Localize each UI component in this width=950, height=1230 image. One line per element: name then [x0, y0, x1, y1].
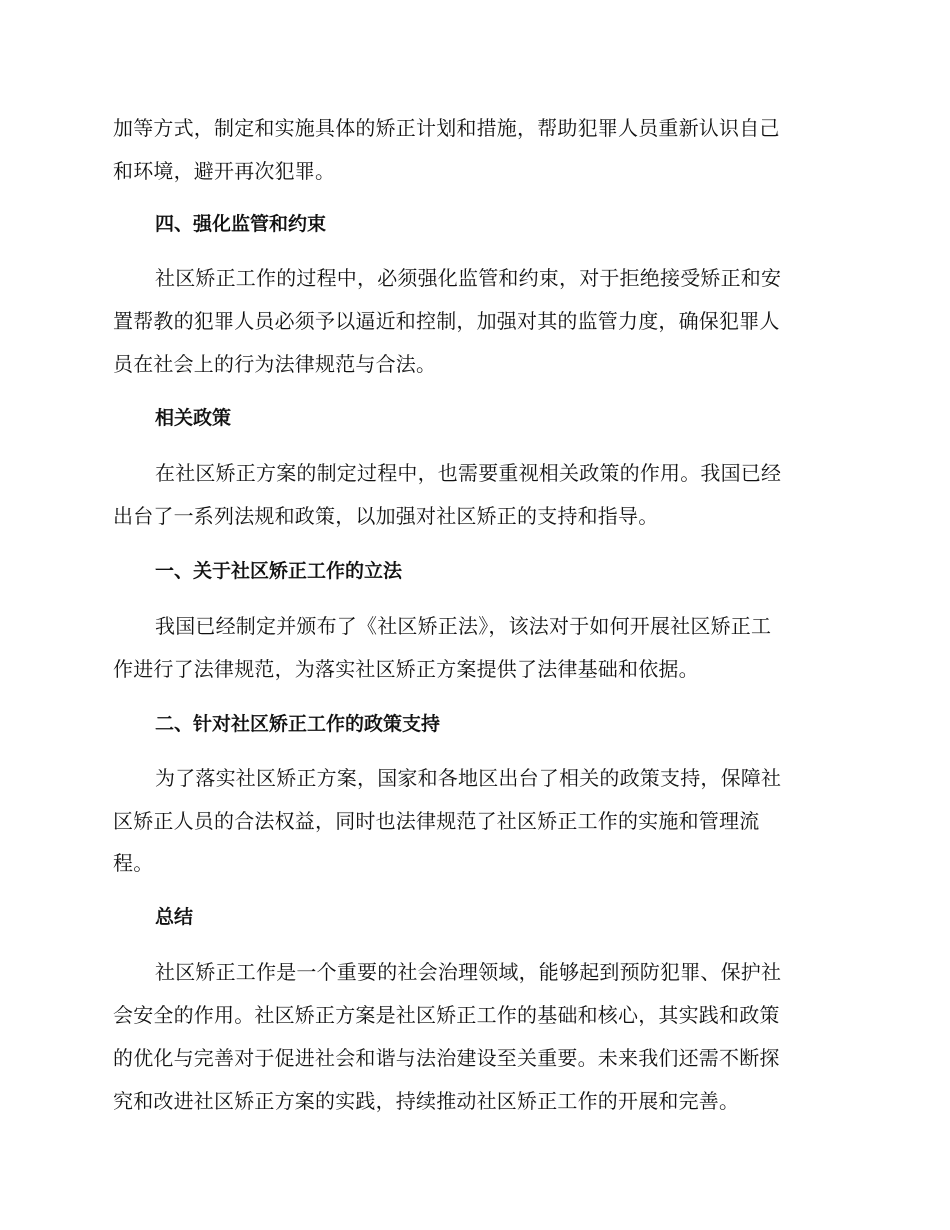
paragraph-line: 置帮教的犯罪人员必须予以逼近和控制，加强对其的监管力度，确保犯罪人 — [113, 309, 780, 333]
section-heading: 总结 — [155, 906, 194, 928]
section-heading: 四、强化监管和约束 — [155, 213, 327, 235]
paragraph-line: 的优化与完善对于促进社会和谐与法治建设至关重要。未来我们还需不断探 — [113, 1046, 780, 1070]
paragraph-line: 究和改进社区矫正方案的实践，持续推动社区矫正工作的开展和完善。 — [113, 1089, 740, 1113]
section-heading: 二、针对社区矫正工作的政策支持 — [155, 713, 441, 735]
paragraph-line: 加等方式，制定和实施具体的矫正计划和措施，帮助犯罪人员重新认识自己 — [113, 116, 780, 140]
section-heading: 一、关于社区矫正工作的立法 — [155, 560, 403, 582]
paragraph-line: 为了落实社区矫正方案，国家和各地区出台了相关的政策支持，保障社 — [155, 766, 782, 790]
paragraph-line: 我国已经制定并颁布了《社区矫正法》，该法对于如何开展社区矫正工 — [155, 614, 772, 638]
paragraph-line: 社区矫正工作的过程中，必须强化监管和约束，对于拒绝接受矫正和安 — [155, 266, 782, 290]
paragraph-line: 社区矫正工作是一个重要的社会治理领域，能够起到预防犯罪、保护社 — [155, 960, 782, 984]
paragraph-line: 程。 — [113, 851, 154, 875]
paragraph-line: 员在社会上的行为法律规范与合法。 — [113, 352, 437, 376]
paragraph-line: 作进行了法律规范，为落实社区矫正方案提供了法律基础和依据。 — [113, 657, 699, 681]
paragraph-line: 会安全的作用。社区矫正方案是社区矫正工作的基础和核心，其实践和政策 — [113, 1003, 780, 1027]
paragraph-line: 和环境，避开再次犯罪。 — [113, 159, 336, 183]
paragraph-line: 出台了一系列法规和政策，以加强对社区矫正的支持和指导。 — [113, 504, 659, 528]
paragraph-line: 区矫正人员的合法权益，同时也法律规范了社区矫正工作的实施和管理流 — [113, 809, 760, 833]
paragraph-line: 在社区矫正方案的制定过程中，也需要重视相关政策的作用。我国已经 — [155, 461, 782, 485]
section-heading: 相关政策 — [155, 407, 232, 429]
